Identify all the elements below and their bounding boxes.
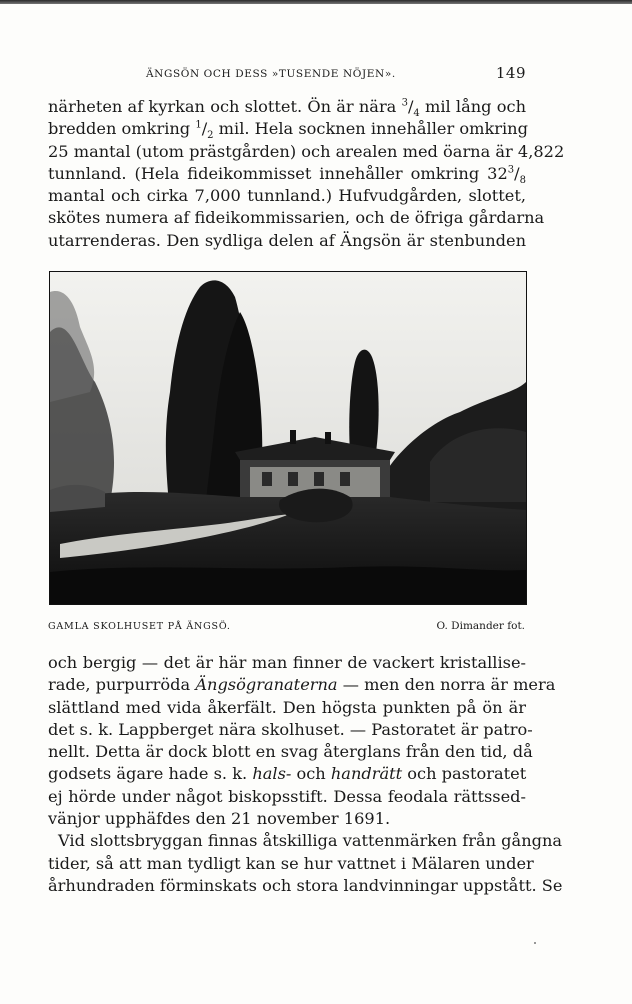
text-line: ej hörde under något biskopsstift. Dessa feodala rättssed- [48,786,526,806]
page-header [48,66,526,82]
text-line: rade, purpurröda Ängsögranaterna — men den norra är mera [48,675,556,695]
text-line: vänjor upphäfdes den 21 november 1691. [48,809,391,829]
text-line: nellt. Detta är dock blott en svag återglans från den tid, då [48,742,533,762]
paper-speck [534,942,536,944]
figure-caption: GAMLA SKOLHUSET PÅ ÄNGSÖ. [48,621,231,632]
text-line: århundraden förminskats och stora landvinningar uppstått. Se [48,875,563,895]
text-block-top [48,96,565,252]
text-line: skötes numera af fideikommissarien, och de öfriga gårdarna [48,208,545,228]
schoolhouse-photograph [49,271,527,605]
text-line: tunnland. (Hela fideikommisset innehåller omkring $32^3/_8$ [48,163,526,187]
photo-illustration [50,272,526,604]
text-line: utarrenderas. Den sydliga delen af Ängsön är stenbunden [48,230,526,250]
running-title: ÄNGSÖN OCH DESS »TUSENDE NÖJEN». [146,68,396,80]
text-line: 25 mantal (utom prästgården) och arealen med öarna är 4,822 [48,141,565,161]
text-line: Vid slottsbryggan finnas åtskilliga vattenmärken från gångna [58,831,563,851]
photo-credit: O. Dimander fot. [436,620,525,632]
text-line: slättland med vida åkerfält. Den högsta punkten på ön är [48,697,526,717]
text-line: tider, så att man tydligt kan se hur vattnet i Mälaren under [48,853,534,873]
text-line: och bergig — det är här man finner de vackert kristallise- [48,653,526,672]
text-block-bottom [48,652,563,897]
text-line: godsets ägare hade s. k. hals- och handrätt och pastoratet [48,764,527,784]
text-line: mantal och cirka 7,000 tunnland.) Hufvudgården, slottet, [48,186,526,206]
text-line: det s. k. Lappberget nära skolhuset. — Pastoratet är patro- [48,719,533,739]
page-top-rule [0,0,632,4]
text-line: närheten af kyrkan och slottet. Ön är nära $^3/_4$ mil lång och [48,97,526,120]
text-line: bredden omkring $^1/_2$ mil. Hela socknen innehåller omkring [48,119,528,142]
page-number: 149 [495,64,526,82]
